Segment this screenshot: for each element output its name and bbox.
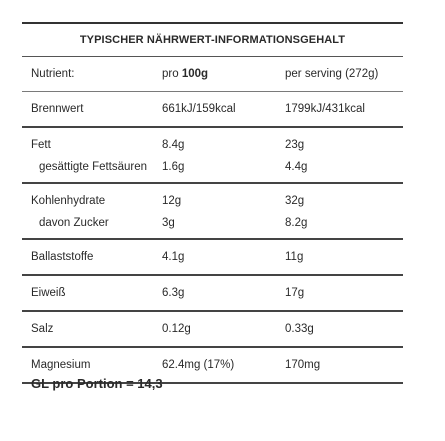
nutrient-name: Kohlenhydrate: [31, 195, 106, 207]
value-per-serving: 170mg: [285, 359, 321, 371]
nutrient-name: Salz: [31, 323, 54, 335]
value-per-100g: 661kJ/159kcal: [162, 103, 236, 115]
value-per-serving: 0.33g: [285, 323, 314, 335]
sub-value-per-serving: 8.2g: [285, 217, 308, 229]
value-per-serving: 32g: [285, 195, 305, 207]
table-title: TYPISCHER NÄHRWERT-INFORMATIONSGEHALT: [22, 22, 403, 57]
value-per-serving: 11g: [285, 251, 304, 263]
table-row-salz: [22, 312, 403, 348]
nutrient-name: Magnesium: [31, 359, 91, 371]
value-per-100g: 4.1g: [162, 251, 185, 263]
nutrition-table: [22, 22, 403, 384]
header-per-amount: 100g: [181, 68, 209, 80]
sub-nutrient-name: gesättigte Fettsäuren: [39, 161, 148, 173]
nutrient-name: Brennwert: [31, 103, 84, 115]
value-per-serving: 23g: [285, 139, 305, 151]
sub-nutrient-name: davon Zucker: [39, 217, 109, 229]
table-row-brennwert: [22, 92, 403, 128]
value-per-100g: 12g: [162, 195, 182, 207]
nutrient-name: Ballaststoffe: [31, 251, 94, 263]
gl-per-portion-note: GL pro Portion = 14,3: [31, 376, 163, 391]
header-per-prefix: pro: [162, 68, 182, 80]
table-row-kohlenhydrate: [22, 184, 403, 240]
sub-value-per-serving: 4.4g: [285, 161, 308, 173]
table-header-row: [22, 57, 403, 92]
nutrient-name: Fett: [31, 139, 51, 151]
nutrient-name: Eiweiß: [31, 287, 66, 299]
sub-value-per-100g: 3g: [162, 217, 175, 229]
table-row-ballaststoffe: [22, 240, 403, 276]
header-per-serving: per serving (272g): [285, 68, 379, 80]
value-per-serving: 17g: [285, 287, 305, 299]
header-per-100g: [162, 68, 285, 80]
value-per-100g: 6.3g: [162, 287, 185, 299]
table-row-fett: [22, 128, 403, 184]
table-row-eiweiss: [22, 276, 403, 312]
value-per-100g: 0.12g: [162, 323, 191, 335]
value-per-serving: 1799kJ/431kcal: [285, 103, 365, 115]
value-per-100g: 62.4mg (17%): [162, 359, 235, 371]
value-per-100g: 8.4g: [162, 139, 185, 151]
header-nutrient: Nutrient:: [31, 68, 75, 80]
sub-value-per-100g: 1.6g: [162, 161, 185, 173]
